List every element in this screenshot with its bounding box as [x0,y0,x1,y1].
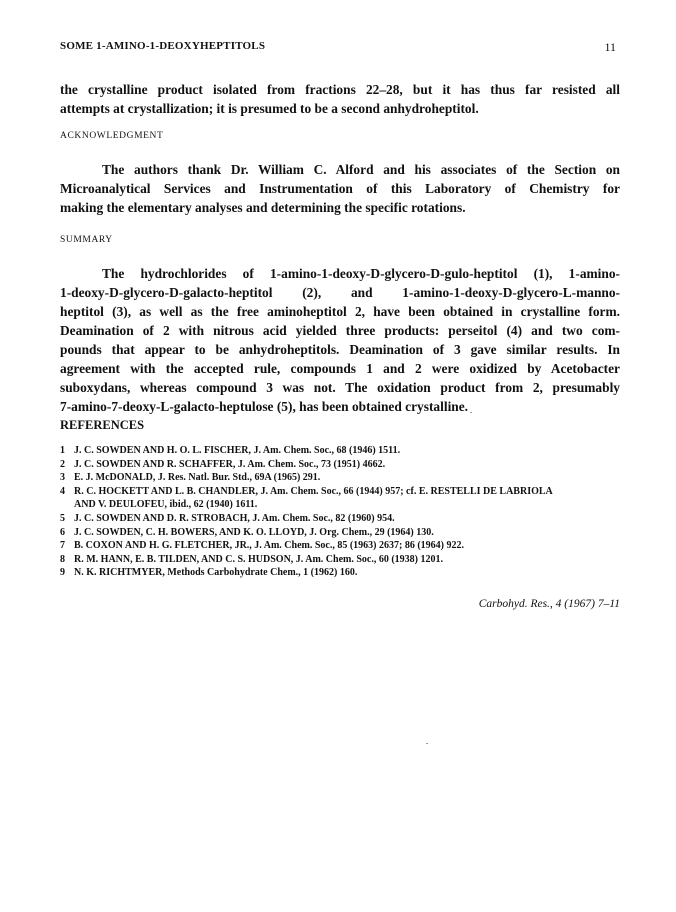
acknowledgment-line: Microanalytical Services and Instrumentation of this Laboratory of Chemistry for [60,181,620,196]
intro-line: attempts at crystallization; it is presumed to be a second anhydroheptitol. [60,101,479,116]
reference-text: N. K. RICHTMYER, Methods Carbohydrate Chem., 1 (1962) 160. [74,567,358,579]
reference-text: R. C. HOCKETT AND L. B. CHANDLER, J. Am. Chem. Soc., 66 (1944) 957; cf. E. RESTELLI DE LABRIOLA [74,485,553,497]
references-heading: REFERENCES [60,418,145,432]
summary-line: The hydrochlorides of 1-amino-1-deoxy-D-glycero-D-gulo-heptitol (1), 1-amino- [102,266,620,281]
reference-list [60,444,620,580]
reference-number: 9 [60,567,65,579]
summary-heading: SUMMARY [60,235,113,245]
summary-line: 7-amino-7-deoxy-L-galacto-heptulose (5), has been obtained crystalline. [60,399,469,414]
reference-text: B. COXON AND H. G. FLETCHER, JR., J. Am. Chem. Soc., 85 (1963) 2637; 86 (1964) 922. [74,540,464,552]
acknowledgment-line: The authors thank Dr. William C. Alford and his associates of the Section on [102,162,620,177]
summary-line: heptitol (3), as well as the free aminoheptitol 2, have been obtained in crystalline form. [60,304,620,319]
reference-text: E. J. McDONALD, J. Res. Natl. Bur. Std., 69A (1965) 291. [74,472,321,484]
reference-text: J. C. SOWDEN AND D. R. STROBACH, J. Am. Chem. Soc., 82 (1960) 954. [74,512,395,524]
summary-line: pounds that appear to be anhydroheptitols. Deamination of 3 gave similar results. In [60,342,620,357]
reference-item [60,553,620,567]
intro-line: the crystalline product isolated from fractions 22–28, but it has thus far resisted all [60,82,620,97]
reference-text: J. C. SOWDEN, C. H. BOWERS, AND K. O. LLOYD, J. Org. Chem., 29 (1964) 130. [74,526,434,538]
reference-item [60,444,620,458]
reference-item [60,566,620,580]
summary-line: agreement with the accepted rule, compounds 1 and 2 were oxidized by Acetobacter [60,361,620,376]
reference-continuation: AND V. DEULOFEU, ibid., 62 (1940) 1611. [74,499,258,511]
scan-speck [470,412,472,413]
reference-item [60,471,620,485]
reference-text: R. M. HANN, E. B. TILDEN, AND C. S. HUDSON, J. Am. Chem. Soc., 60 (1938) 1201. [74,553,443,565]
reference-text: J. C. SOWDEN AND H. O. L. FISCHER, J. Am. Chem. Soc., 68 (1946) 1511. [74,445,401,456]
summary-line: 1-deoxy-D-glycero-D-galacto-heptitol (2), and 1-amino-1-deoxy-D-glycero-L-manno- [60,285,620,300]
reference-item [60,512,620,526]
reference-item [60,526,620,540]
page-header [60,40,616,60]
scan-speck [426,743,428,744]
reference-item [60,485,620,512]
running-head: SOME 1-AMINO-1-DEOXYHEPTITOLS [60,40,266,52]
reference-item [60,539,620,553]
acknowledgment-heading: ACKNOWLEDGMENT [60,131,164,141]
reference-text: J. C. SOWDEN AND R. SCHAFFER, J. Am. Chem. Soc., 73 (1951) 4662. [74,458,386,470]
page-number: 11 [604,40,616,54]
summary-paragraph [60,264,620,416]
reference-number: 2 [60,458,65,470]
reference-item [60,458,620,472]
reference-number: 8 [60,553,65,565]
summary-line: Deamination of 2 with nitrous acid yielded three products: perseitol (4) and two com- [60,323,620,338]
acknowledgment-paragraph [60,160,620,217]
reference-number: 3 [60,472,65,484]
journal-citation: Carbohyd. Res., 4 (1967) 7–11 [478,598,620,610]
reference-number: 6 [60,526,65,538]
acknowledgment-line: making the elementary analyses and determining the specific rotations. [60,200,466,215]
reference-number: 1 [60,445,65,456]
reference-number: 7 [60,540,65,552]
summary-line: suboxydans, whereas compound 3 was not. The oxidation product from 2, presumably [60,380,620,395]
reference-number: 4 [60,485,65,497]
reference-number: 5 [60,512,65,524]
intro-paragraph [60,80,620,118]
